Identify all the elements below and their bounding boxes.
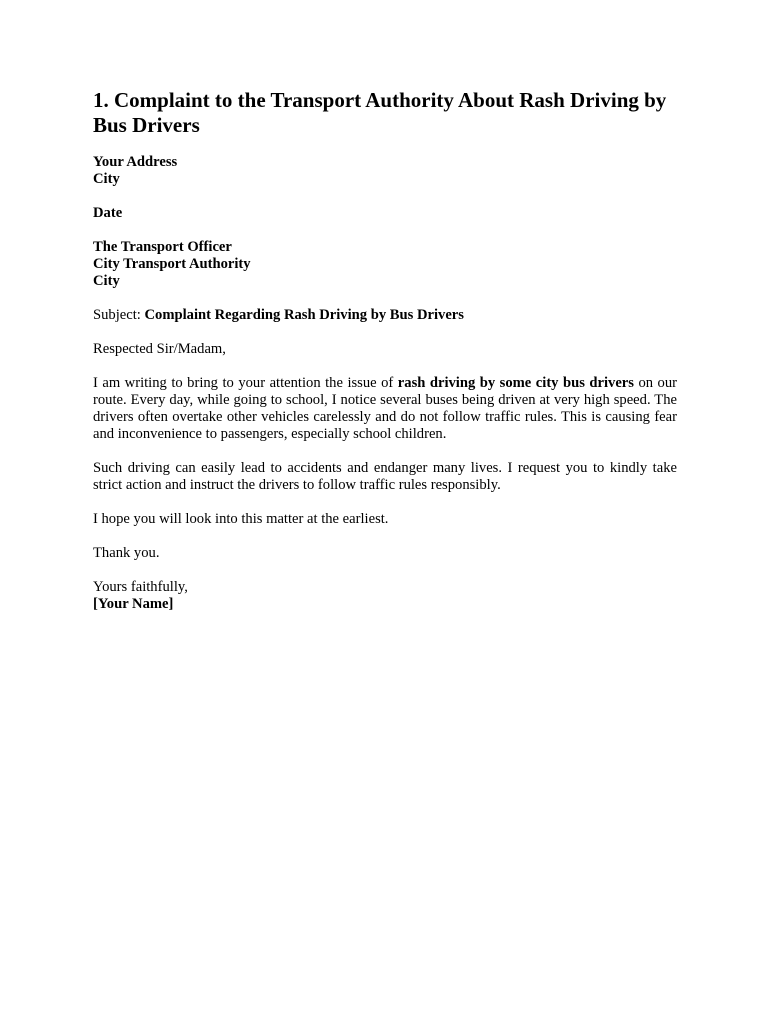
date-line — [93, 205, 677, 222]
recipient-block — [93, 239, 677, 290]
subject-line — [93, 307, 677, 324]
p1-after: on our route. Every day, while going to school, I notice several buses being driven at very high speed. The drivers often overtake other vehicles carelessly and do not follow traffic rules. This is causing fear and inconvenience to passengers, especially school children. — [93, 375, 677, 442]
recipient-line-3: City — [93, 273, 120, 289]
document-title: 1. Complaint to the Transport Authority About Rash Driving by Bus Drivers — [93, 88, 667, 137]
sender-city: City — [93, 171, 120, 187]
letter-page — [93, 88, 677, 630]
subject-label: Subject: — [93, 307, 141, 323]
closing-block — [93, 579, 677, 613]
recipient-line-1: The Transport Officer — [93, 239, 232, 255]
sender-block — [93, 154, 677, 188]
letter-date: Date — [93, 205, 123, 221]
body-paragraph-4: Thank you. — [93, 545, 160, 561]
body-paragraph-1 — [93, 375, 677, 443]
signature: [Your Name] — [93, 596, 174, 612]
body-paragraph-2: Such driving can easily lead to accidents and endanger many lives. I request you to kindly take strict action and instruct the drivers to follow traffic rules responsibly. — [93, 460, 677, 493]
body-paragraph-3: I hope you will look into this matter at the earliest. — [93, 511, 389, 527]
p1-before: I am writing to bring to your attention the issue of — [93, 375, 398, 391]
subject-text: Complaint Regarding Rash Driving by Bus Drivers — [144, 307, 464, 323]
salutation: Respected Sir/Madam, — [93, 341, 226, 357]
closing: Yours faithfully, — [93, 579, 188, 595]
p1-bold: rash driving by some city bus drivers — [397, 375, 634, 391]
recipient-line-2: City Transport Authority — [93, 256, 251, 272]
sender-address: Your Address — [93, 154, 178, 170]
